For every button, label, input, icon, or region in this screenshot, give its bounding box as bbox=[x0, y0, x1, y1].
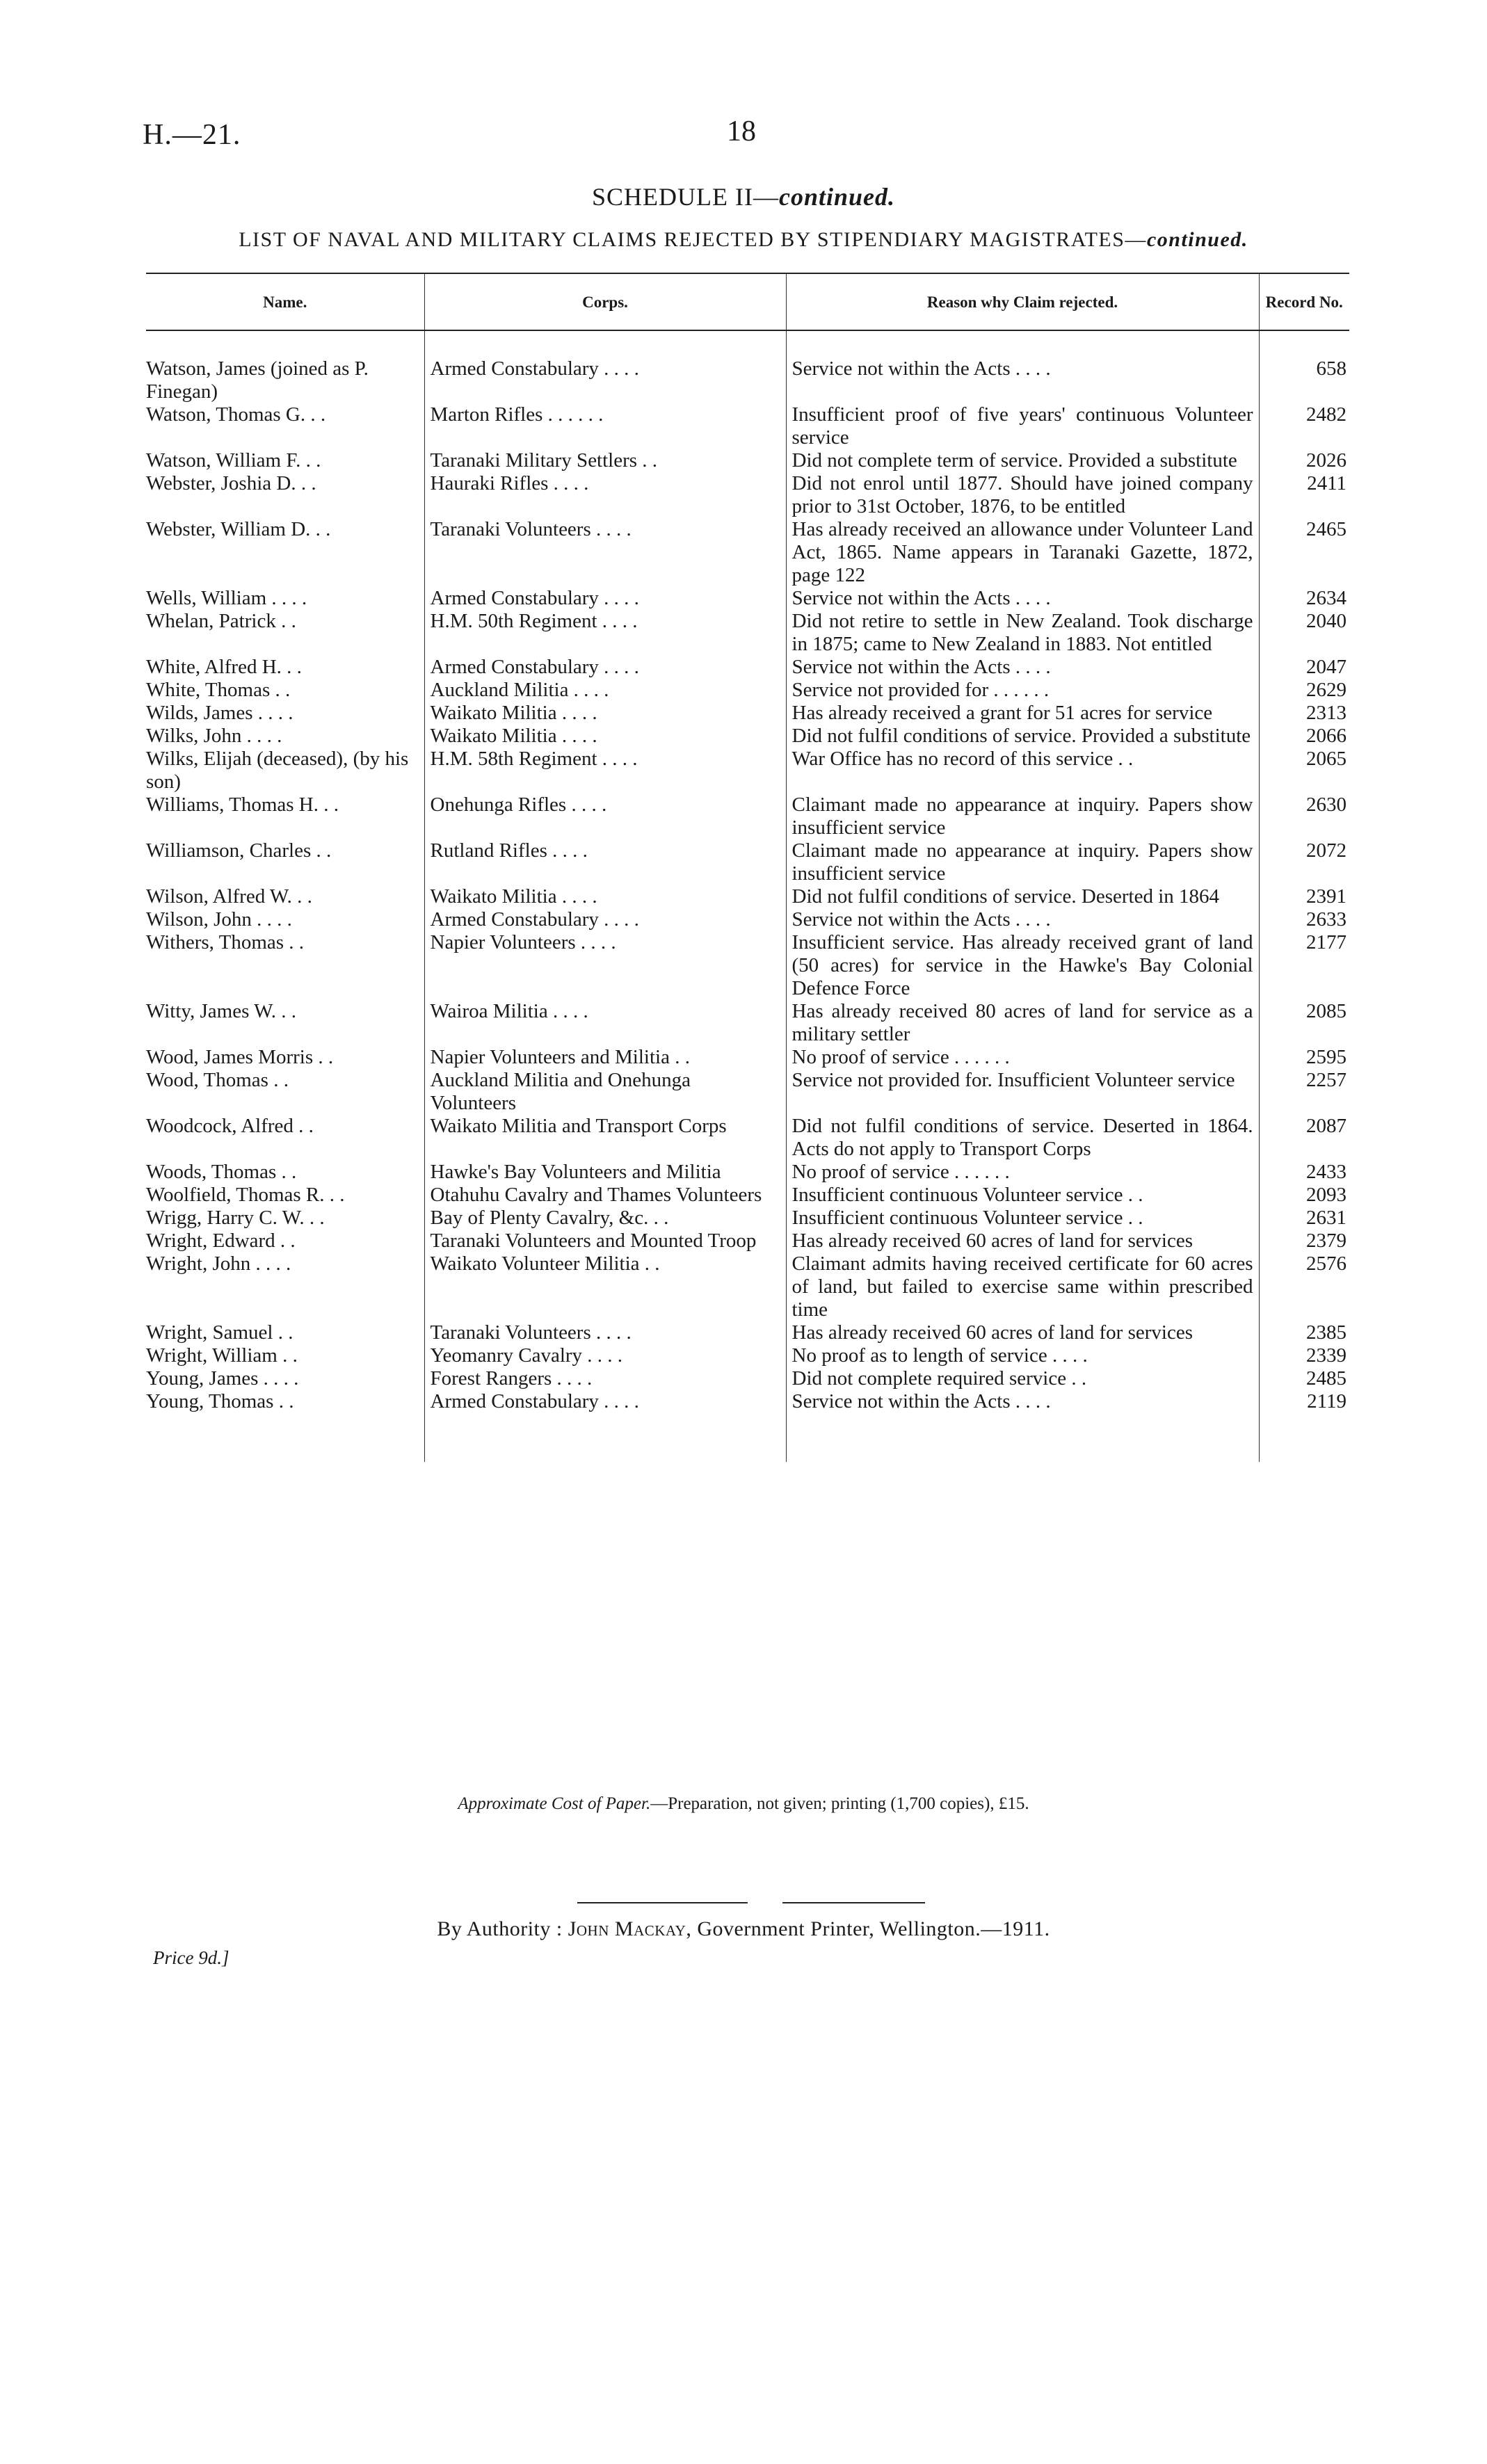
schedule-title-continued: continued. bbox=[778, 183, 895, 211]
table-row bbox=[146, 794, 1349, 839]
price: Price 9d.] bbox=[153, 1947, 230, 1968]
rejection-reason: Did not complete required service . . bbox=[786, 1367, 1259, 1390]
table-row bbox=[146, 357, 1349, 403]
record-number: 2465 bbox=[1259, 518, 1349, 587]
claimant-corps: Bay of Plenty Cavalry, &c. . . bbox=[424, 1207, 786, 1230]
authority-prefix: By Authority : bbox=[437, 1917, 568, 1940]
claimant-corps: Marton Rifles . . . . . . bbox=[424, 403, 786, 449]
claimant-name: Wood, Thomas . . bbox=[146, 1069, 289, 1091]
record-number: 2482 bbox=[1259, 403, 1349, 449]
rejection-reason: Service not within the Acts . . . . bbox=[786, 656, 1259, 679]
table-row bbox=[146, 656, 1349, 679]
claimant-name: Wells, William . . . . bbox=[146, 587, 307, 609]
record-number: 2411 bbox=[1259, 472, 1349, 518]
claimant-name: Young, Thomas . . bbox=[146, 1390, 294, 1412]
footer-rule-left bbox=[577, 1902, 748, 1903]
header-reason: Reason why Claim rejected. bbox=[786, 273, 1259, 330]
list-title bbox=[0, 228, 1487, 252]
record-number: 2065 bbox=[1259, 748, 1349, 794]
claimant-name: Whelan, Patrick . . bbox=[146, 610, 296, 632]
rejection-reason: Has already received a grant for 51 acres for service bbox=[786, 702, 1259, 725]
claimant-name: Webster, Joshia D. . . bbox=[146, 472, 316, 494]
rejection-reason: Did not fulfil conditions of service. Provided a substitute bbox=[786, 725, 1259, 748]
table-header-row bbox=[146, 273, 1349, 330]
record-number: 2629 bbox=[1259, 679, 1349, 702]
table-row bbox=[146, 403, 1349, 449]
claimant-corps: Hauraki Rifles . . . . bbox=[424, 472, 786, 518]
rejection-reason: Insufficient continuous Volunteer service . . bbox=[786, 1207, 1259, 1230]
rejection-reason: Service not within the Acts . . . . bbox=[786, 357, 1259, 403]
record-number: 2595 bbox=[1259, 1046, 1349, 1069]
document-reference: H.—21. bbox=[143, 119, 241, 151]
rejection-reason: Service not provided for. Insufficient Volunteer service bbox=[786, 1069, 1259, 1115]
cost-text: —Preparation, not given; printing (1,700 copies), £15. bbox=[650, 1794, 1029, 1813]
table-row bbox=[146, 702, 1349, 725]
rejection-reason: Service not within the Acts . . . . bbox=[786, 908, 1259, 931]
table-row bbox=[146, 1069, 1349, 1115]
table-row bbox=[146, 1253, 1349, 1321]
claimant-name: White, Thomas . . bbox=[146, 679, 291, 701]
claimant-corps: Waikato Militia . . . . bbox=[424, 702, 786, 725]
table-row bbox=[146, 839, 1349, 885]
table-row bbox=[146, 885, 1349, 908]
rejection-reason: Did not retire to settle in New Zealand. Took discharge in 1875; came to New Zealand in 1883. Not entitled bbox=[786, 610, 1259, 656]
claimant-name: Wrigg, Harry C. W. . . bbox=[146, 1207, 325, 1229]
claimant-name: Wilks, Elijah (deceased), (by his son) bbox=[146, 748, 409, 793]
claimant-corps: Waikato Volunteer Militia . . bbox=[424, 1253, 786, 1321]
rejection-reason: Has already received 60 acres of land for services bbox=[786, 1230, 1259, 1253]
claimant-name: Wood, James Morris . . bbox=[146, 1046, 334, 1068]
rejection-reason: Did not fulfil conditions of service. Deserted in 1864. Acts do not apply to Transport Corps bbox=[786, 1115, 1259, 1161]
list-title-text: LIST OF NAVAL AND MILITARY CLAIMS REJECTED BY STIPENDIARY MAGISTRATES— bbox=[239, 228, 1147, 251]
claimant-name: Watson, Thomas G. . . bbox=[146, 403, 326, 426]
table-row bbox=[146, 1390, 1349, 1413]
record-number: 2072 bbox=[1259, 839, 1349, 885]
rejection-reason: Has already received 60 acres of land for services bbox=[786, 1321, 1259, 1344]
table-row bbox=[146, 1161, 1349, 1184]
record-number: 2119 bbox=[1259, 1390, 1349, 1413]
record-number: 2085 bbox=[1259, 1000, 1349, 1046]
claimant-corps: Taranaki Volunteers . . . . bbox=[424, 1321, 786, 1344]
claimant-name: Wilks, John . . . . bbox=[146, 725, 282, 747]
claimant-corps: Auckland Militia and Onehunga Volunteers bbox=[424, 1069, 786, 1115]
table-row bbox=[146, 908, 1349, 931]
record-number: 2040 bbox=[1259, 610, 1349, 656]
claimant-name: Williams, Thomas H. . . bbox=[146, 794, 339, 816]
rejection-reason: Claimant admits having received certificate for 60 acres of land, but failed to exercise same within prescribed time bbox=[786, 1253, 1259, 1321]
schedule-title-text: SCHEDULE II— bbox=[591, 183, 779, 211]
claimant-corps: Napier Volunteers and Militia . . bbox=[424, 1046, 786, 1069]
record-number: 2339 bbox=[1259, 1344, 1349, 1367]
rejection-reason: Did not enrol until 1877. Should have joined company prior to 31st October, 1876, to be entitled bbox=[786, 472, 1259, 518]
claimant-corps: Forest Rangers . . . . bbox=[424, 1367, 786, 1390]
table-row bbox=[146, 1230, 1349, 1253]
claimant-corps: Rutland Rifles . . . . bbox=[424, 839, 786, 885]
table-row bbox=[146, 449, 1349, 472]
table-row bbox=[146, 1115, 1349, 1161]
rejection-reason: No proof as to length of service . . . . bbox=[786, 1344, 1259, 1367]
rejection-reason: No proof of service . . . . . . bbox=[786, 1046, 1259, 1069]
claimant-corps: Wairoa Militia . . . . bbox=[424, 1000, 786, 1046]
claimant-corps: Armed Constabulary . . . . bbox=[424, 1390, 786, 1413]
record-number: 2391 bbox=[1259, 885, 1349, 908]
record-number: 2379 bbox=[1259, 1230, 1349, 1253]
record-number: 2026 bbox=[1259, 449, 1349, 472]
record-number: 2485 bbox=[1259, 1367, 1349, 1390]
table-row bbox=[146, 518, 1349, 587]
claimant-corps: Waikato Militia . . . . bbox=[424, 885, 786, 908]
record-number: 2433 bbox=[1259, 1161, 1349, 1184]
claimant-corps: Auckland Militia . . . . bbox=[424, 679, 786, 702]
table-row bbox=[146, 472, 1349, 518]
claimant-name: Williamson, Charles . . bbox=[146, 839, 332, 862]
footer-rule-right bbox=[782, 1902, 925, 1903]
record-number: 658 bbox=[1259, 357, 1349, 403]
table-row bbox=[146, 1046, 1349, 1069]
table-row bbox=[146, 931, 1349, 1000]
claimant-name: Woolfield, Thomas R. . . bbox=[146, 1184, 345, 1206]
table-row bbox=[146, 725, 1349, 748]
claimant-name: Wilds, James . . . . bbox=[146, 702, 294, 724]
claimant-corps: H.M. 50th Regiment . . . . bbox=[424, 610, 786, 656]
table-row bbox=[146, 1000, 1349, 1046]
authority-suffix: , Government Printer, Wellington.—1911. bbox=[686, 1917, 1050, 1940]
header-corps: Corps. bbox=[424, 273, 786, 330]
printer-name: John Mackay bbox=[568, 1917, 686, 1940]
claimant-corps: Armed Constabulary . . . . bbox=[424, 357, 786, 403]
record-number: 2093 bbox=[1259, 1184, 1349, 1207]
claimant-corps: H.M. 58th Regiment . . . . bbox=[424, 748, 786, 794]
claimant-corps: Taranaki Volunteers and Mounted Troop bbox=[424, 1230, 786, 1253]
cost-label: Approximate Cost of Paper. bbox=[458, 1794, 651, 1813]
claimant-name: Witty, James W. . . bbox=[146, 1000, 297, 1022]
claimant-corps: Waikato Militia and Transport Corps bbox=[424, 1115, 786, 1161]
rejection-reason: Did not complete term of service. Provided a substitute bbox=[786, 449, 1259, 472]
claimant-name: Wright, William . . bbox=[146, 1344, 298, 1367]
table-row bbox=[146, 1184, 1349, 1207]
claimant-name: Webster, William D. . . bbox=[146, 518, 331, 540]
claimant-name: Wilson, John . . . . bbox=[146, 908, 292, 931]
table-row bbox=[146, 1367, 1349, 1390]
table-row bbox=[146, 610, 1349, 656]
claimant-corps: Napier Volunteers . . . . bbox=[424, 931, 786, 1000]
claimant-name: Wright, John . . . . bbox=[146, 1253, 291, 1275]
rejection-reason: No proof of service . . . . . . bbox=[786, 1161, 1259, 1184]
rejection-reason: Claimant made no appearance at inquiry. Papers show insufficient service bbox=[786, 839, 1259, 885]
claimant-corps: Yeomanry Cavalry . . . . bbox=[424, 1344, 786, 1367]
record-number: 2087 bbox=[1259, 1115, 1349, 1161]
table-row bbox=[146, 748, 1349, 794]
record-number: 2633 bbox=[1259, 908, 1349, 931]
record-number: 2047 bbox=[1259, 656, 1349, 679]
claimant-corps: Armed Constabulary . . . . bbox=[424, 656, 786, 679]
claimant-name: Wright, Samuel . . bbox=[146, 1321, 294, 1344]
page-number: 18 bbox=[727, 115, 756, 147]
claimant-corps: Armed Constabulary . . . . bbox=[424, 908, 786, 931]
header-name: Name. bbox=[146, 273, 424, 330]
claimant-name: Woodcock, Alfred . . bbox=[146, 1115, 314, 1137]
rejection-reason: War Office has no record of this service . . bbox=[786, 748, 1259, 794]
record-number: 2576 bbox=[1259, 1253, 1349, 1321]
claimant-name: Withers, Thomas . . bbox=[146, 931, 305, 953]
claimant-name: White, Alfred H. . . bbox=[146, 656, 302, 678]
record-number: 2630 bbox=[1259, 794, 1349, 839]
claimant-name: Wright, Edward . . bbox=[146, 1230, 296, 1252]
record-number: 2631 bbox=[1259, 1207, 1349, 1230]
rejection-reason: Insufficient service. Has already received grant of land (50 acres) for service in the Hawke's Bay Colonial Defence Force bbox=[786, 931, 1259, 1000]
rejection-reason: Service not provided for . . . . . . bbox=[786, 679, 1259, 702]
claims-table bbox=[146, 273, 1349, 1462]
record-number: 2385 bbox=[1259, 1321, 1349, 1344]
record-number: 2634 bbox=[1259, 587, 1349, 610]
cost-note bbox=[0, 1794, 1487, 1814]
claimant-name: Young, James . . . . bbox=[146, 1367, 299, 1390]
rejection-reason: Has already received 80 acres of land for service as a military settler bbox=[786, 1000, 1259, 1046]
rejection-reason: Service not within the Acts . . . . bbox=[786, 1390, 1259, 1413]
claimant-name: Woods, Thomas . . bbox=[146, 1161, 297, 1183]
list-title-continued: continued. bbox=[1146, 228, 1248, 251]
record-number: 2313 bbox=[1259, 702, 1349, 725]
claimant-corps: Onehunga Rifles . . . . bbox=[424, 794, 786, 839]
claimant-corps: Taranaki Military Settlers . . bbox=[424, 449, 786, 472]
table-row bbox=[146, 1207, 1349, 1230]
record-number: 2177 bbox=[1259, 931, 1349, 1000]
claimant-name: Wilson, Alfred W. . . bbox=[146, 885, 312, 908]
claimant-name: Watson, William F. . . bbox=[146, 449, 321, 472]
header-record: Record No. bbox=[1259, 273, 1349, 330]
rejection-reason: Insufficient continuous Volunteer service . . bbox=[786, 1184, 1259, 1207]
table-row bbox=[146, 1344, 1349, 1367]
rejection-reason: Service not within the Acts . . . . bbox=[786, 587, 1259, 610]
claimant-corps: Armed Constabulary . . . . bbox=[424, 587, 786, 610]
authority-line bbox=[0, 1917, 1487, 1941]
claimant-corps: Otahuhu Cavalry and Thames Volunteers bbox=[424, 1184, 786, 1207]
record-number: 2257 bbox=[1259, 1069, 1349, 1115]
claims-table-body bbox=[146, 330, 1349, 1462]
claimant-corps: Taranaki Volunteers . . . . bbox=[424, 518, 786, 587]
rejection-reason: Claimant made no appearance at inquiry. Papers show insufficient service bbox=[786, 794, 1259, 839]
claimant-corps: Waikato Militia . . . . bbox=[424, 725, 786, 748]
table-row bbox=[146, 1321, 1349, 1344]
table-end-spacer bbox=[146, 1413, 1349, 1462]
schedule-title bbox=[0, 182, 1487, 211]
claimant-corps: Hawke's Bay Volunteers and Militia bbox=[424, 1161, 786, 1184]
table-row bbox=[146, 679, 1349, 702]
rejection-reason: Insufficient proof of five years' continuous Volunteer service bbox=[786, 403, 1259, 449]
rejection-reason: Did not fulfil conditions of service. Deserted in 1864 bbox=[786, 885, 1259, 908]
table-row bbox=[146, 587, 1349, 610]
record-number: 2066 bbox=[1259, 725, 1349, 748]
claimant-name: Watson, James (joined as P. Finegan) bbox=[146, 357, 369, 403]
rejection-reason: Has already received an allowance under Volunteer Land Act, 1865. Name appears in Taranaki Gazette, 1872, page 122 bbox=[786, 518, 1259, 587]
